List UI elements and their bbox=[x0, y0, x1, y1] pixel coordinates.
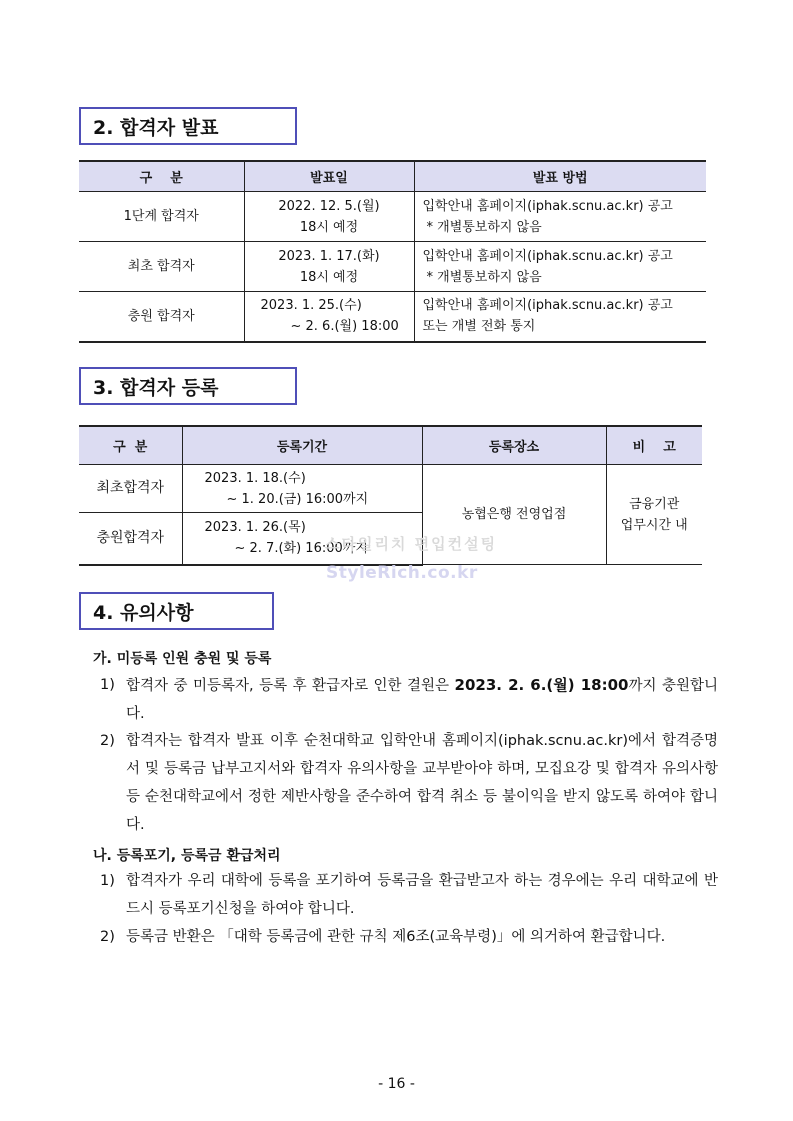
table-row bbox=[79, 242, 706, 292]
registration-place: 농협은행 전영업점 bbox=[422, 465, 606, 565]
header-note: 비 고 bbox=[606, 426, 702, 465]
row-period-line1: 2023. 1. 26.(목) bbox=[204, 520, 306, 536]
row-method-line1: 입학안내 홈페이지(iphak.scnu.ac.kr) 공고 bbox=[422, 248, 673, 264]
row-method-line1: 입학안내 홈페이지(iphak.scnu.ac.kr) 공고 bbox=[422, 198, 673, 214]
header-date: 발표일 bbox=[244, 161, 414, 192]
row-period bbox=[182, 465, 422, 513]
row-date-line1: 2023. 1. 25.(수) bbox=[260, 298, 362, 314]
row-date-line2: ~ 2. 6.(월) 18:00 bbox=[290, 319, 399, 335]
header-category: 구 분 bbox=[79, 426, 182, 465]
header-place: 등록장소 bbox=[422, 426, 606, 465]
row-category: 충원 합격자 bbox=[79, 292, 244, 342]
row-method-line2: * 개별통보하지 않음 bbox=[426, 219, 542, 235]
row-date bbox=[244, 192, 414, 242]
list-item-text: 합격자는 합격자 발표 이후 순천대학교 입학안내 홈페이지(iphak.scnu.ac.kr)에서 합격증명서 및 등록금 납부고지서와 합격자 유의사항을 교부받아야 하며, 모집요강 및 합격자 유의사항 등 순천대학교에서 정한 제반사항을 준수하여 합격 취소 등 불이익을 받지 않도록 하여야 합니다. bbox=[126, 733, 718, 833]
row-method bbox=[414, 192, 706, 242]
list-item bbox=[100, 923, 718, 951]
row-period-line2: ~ 2. 7.(화) 16:00까지 bbox=[234, 541, 368, 557]
section-title-announcement: 2. 합격자 발표 bbox=[79, 107, 297, 145]
page-number: - 16 - bbox=[378, 1076, 415, 1092]
list-item-text: 합격자가 우리 대학에 등록을 포기하여 등록금을 환급받고자 하는 경우에는 우리 대학교에 반드시 등록포기신청을 하여야 합니다. bbox=[126, 873, 718, 917]
header-category: 구 분 bbox=[79, 161, 244, 192]
table-row bbox=[79, 465, 702, 513]
watermark-url: StyleRich.co.kr bbox=[326, 563, 478, 583]
row-method-line1: 입학안내 홈페이지(iphak.scnu.ac.kr) 공고 bbox=[422, 298, 673, 314]
watermark-korean: 스타일리치 편입컨설팅 bbox=[325, 535, 498, 553]
row-date-line2: 18시 예정 bbox=[299, 219, 359, 235]
row-period-line2: ~ 1. 20.(금) 16:00까지 bbox=[226, 491, 369, 507]
row-method bbox=[414, 292, 706, 342]
subsection-title-unregistered: 가. 미등록 인원 충원 및 등록 bbox=[93, 651, 272, 667]
list-item-number: 1) bbox=[100, 677, 115, 693]
section-title-notes: 4. 유의사항 bbox=[79, 592, 274, 630]
list-item-text: 등록금 반환은 「대학 등록금에 관한 규칙 제6조(교육부령)」에 의거하여 환급합니다. bbox=[126, 929, 666, 945]
row-period-line1: 2023. 1. 18.(수) bbox=[204, 470, 306, 486]
list-item bbox=[100, 727, 718, 839]
list-item-number: 2) bbox=[100, 733, 115, 749]
row-method bbox=[414, 242, 706, 292]
row-date-line2: 18시 예정 bbox=[299, 269, 359, 285]
header-period: 등록기간 bbox=[182, 426, 422, 465]
row-category: 최초합격자 bbox=[79, 465, 182, 513]
table-row bbox=[79, 192, 706, 242]
row-category: 충원합격자 bbox=[79, 513, 182, 565]
row-date-line1: 2022. 12. 5.(월) bbox=[278, 198, 380, 214]
header-method: 발표 방법 bbox=[414, 161, 706, 192]
text-segment: 합격자 중 미등록자, 등록 후 환급자로 인한 결원은 bbox=[126, 678, 455, 694]
row-date-line1: 2023. 1. 17.(화) bbox=[278, 248, 380, 264]
section-title-registration: 3. 합격자 등록 bbox=[79, 367, 297, 405]
row-date bbox=[244, 242, 414, 292]
list-item-text bbox=[100, 671, 718, 728]
list-item-number: 2) bbox=[100, 929, 115, 945]
row-method-line2: * 개별통보하지 않음 bbox=[426, 269, 542, 285]
subsection-title-refund: 나. 등록포기, 등록금 환급처리 bbox=[93, 848, 281, 864]
list-item bbox=[100, 867, 718, 923]
registration-note bbox=[606, 465, 702, 565]
table-row bbox=[79, 292, 706, 342]
row-category: 최초 합격자 bbox=[79, 242, 244, 292]
text-segment: 까지 충원합니다. bbox=[126, 678, 718, 722]
announcement-table bbox=[79, 160, 706, 343]
row-method-line2: 또는 개별 전화 통지 bbox=[422, 319, 536, 335]
deadline-bold: 2023. 2. 6.(월) 18:00 bbox=[454, 676, 629, 694]
row-category: 1단계 합격자 bbox=[79, 192, 244, 242]
list-item bbox=[100, 671, 718, 728]
row-date bbox=[244, 292, 414, 342]
note-line1: 금융기관 bbox=[629, 496, 680, 512]
note-line2: 업무시간 내 bbox=[620, 517, 688, 533]
list-item-number: 1) bbox=[100, 873, 115, 889]
